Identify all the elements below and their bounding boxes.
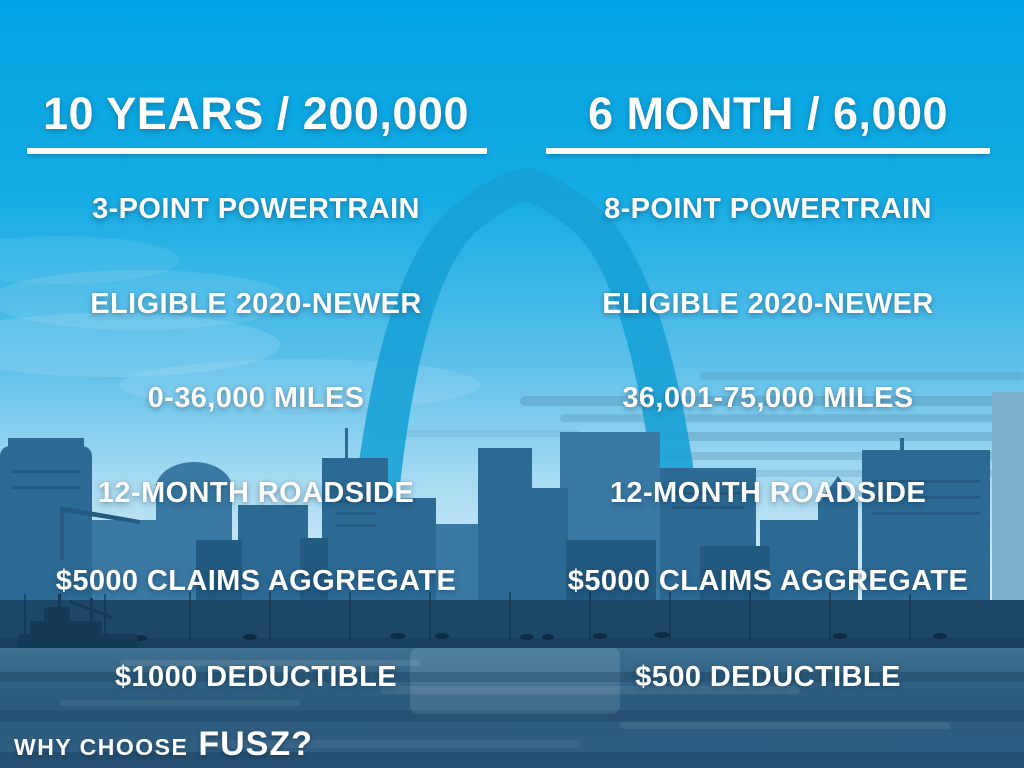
right-plan-item-roadside: 12-MONTH ROADSIDE [609, 477, 927, 509]
right-plan-item-miles: 36,001-75,000 MILES [622, 382, 914, 414]
right-title-underline [546, 148, 990, 154]
right-plan-item-claims: $5000 CLAIMS AGGREGATE [567, 565, 969, 597]
footer-tagline-prefix: WHY CHOOSE [14, 734, 189, 760]
right-plan-title: 6 MONTH / 6,000 [587, 88, 949, 139]
right-plan-item-deductible: $500 DEDUCTIBLE [635, 661, 901, 693]
left-plan-item-miles: 0-36,000 MILES [147, 382, 365, 414]
right-plan-item-eligible: ELIGIBLE 2020-NEWER [602, 288, 934, 320]
left-plan-item-claims: $5000 CLAIMS AGGREGATE [55, 565, 457, 597]
left-title-underline [27, 148, 487, 154]
left-plan-item-deductible: $1000 DEDUCTIBLE [115, 661, 397, 693]
left-plan-item-eligible: ELIGIBLE 2020-NEWER [90, 288, 422, 320]
riverfront-shore [0, 600, 1024, 652]
left-plan-title: 10 YEARS / 200,000 [43, 88, 469, 139]
left-plan-item-roadside: 12-MONTH ROADSIDE [97, 477, 415, 509]
footer-tagline [14, 725, 313, 764]
right-plan-item-powertrain: 8-POINT POWERTRAIN [604, 193, 932, 225]
left-plan-item-powertrain: 3-POINT POWERTRAIN [92, 193, 420, 225]
footer-brand-wordmark: FUSZ? [198, 725, 313, 763]
